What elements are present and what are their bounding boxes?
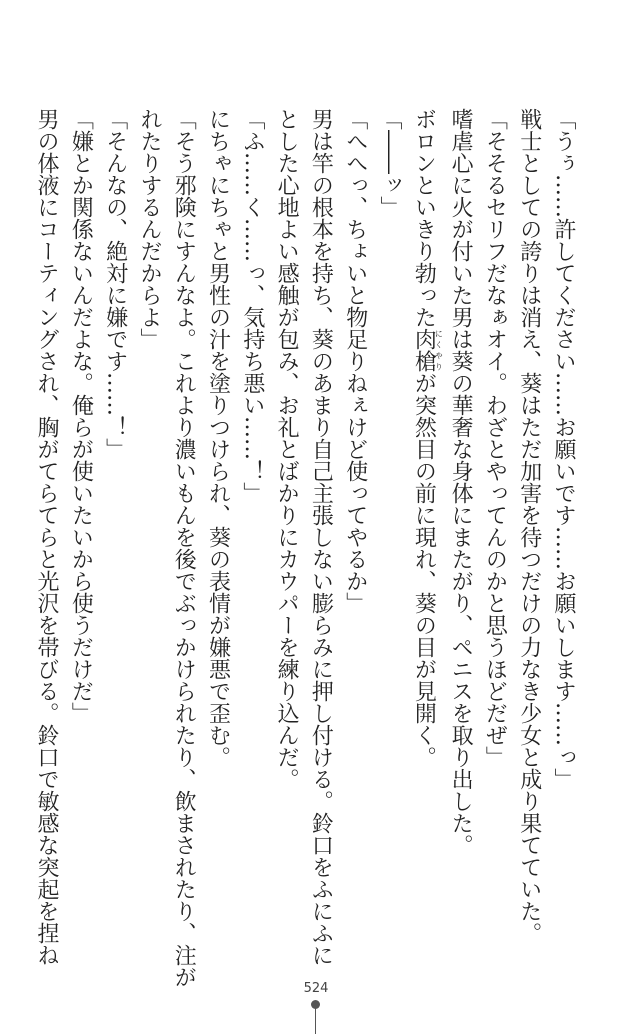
- text-line: 「――ッ」: [377, 108, 403, 218]
- text-line: れたりするんだからよ」: [136, 108, 162, 350]
- text-line-with-ruby: [406, 108, 443, 938]
- text-line: 「そんなの、絶対に嫌です……！」: [102, 108, 128, 460]
- ruby-reading: にくやり: [434, 328, 444, 372]
- text-segment: が突然目の前に現れ、葵の目が見開く。: [411, 372, 437, 768]
- text-line: 「そう邪険にすんなよ。これより濃いもんを後でぶっかけられたり、飲まされたり、注が: [171, 108, 197, 988]
- text-line: 嗜虐心に火が付いた男は葵の華奢な身体にまたがり、ペニスを取り出した。: [448, 108, 474, 856]
- text-line: とした心地よい感触が包み、お礼とばかりにカウパーを練り込んだ。: [274, 108, 300, 790]
- text-line: 「ふ……く……っ、気持ち悪い……！」: [239, 108, 265, 504]
- text-line: 「うぅ……許してください……お願いです……お願いします……っ」: [551, 108, 576, 790]
- text-line: 「へへっ、ちょいと物足りねぇけど使ってやるか」: [342, 108, 368, 614]
- text-line: 「嫌とか関係ないんだよな。俺らが使いたいから使うだけだ」: [68, 108, 94, 724]
- page-number: 524: [303, 981, 329, 996]
- text-line: 男の体液にコーティングされ、胸がてらてらと光沢を帯びる。鈴口で敏感な突起を捏ね: [34, 108, 60, 966]
- ruby-base: 肉槍: [411, 328, 437, 372]
- text-segment: ボロンといきり勃った: [411, 108, 437, 328]
- ruby-annotation: [411, 328, 444, 372]
- page-marker-line: [315, 1008, 316, 1034]
- text-line: 「そそるセリフだなぁオイ。わざとやってんのかと思うほどだぜ」: [482, 108, 508, 768]
- text-line: 戦士としての誇りは消え、葵はただ加害を待つだけの力なき少女と成り果てていた。: [516, 108, 542, 944]
- text-line: 男は竿の根本を持ち、葵のあまり自己主張しない膨らみに押し付ける。鈴口をふにふに: [308, 108, 334, 966]
- vertical-text-body: [34, 108, 580, 988]
- text-line: にちゃにちゃと男性の汁を塗りつけられ、葵の表情が嫌悪で歪む。: [205, 108, 231, 768]
